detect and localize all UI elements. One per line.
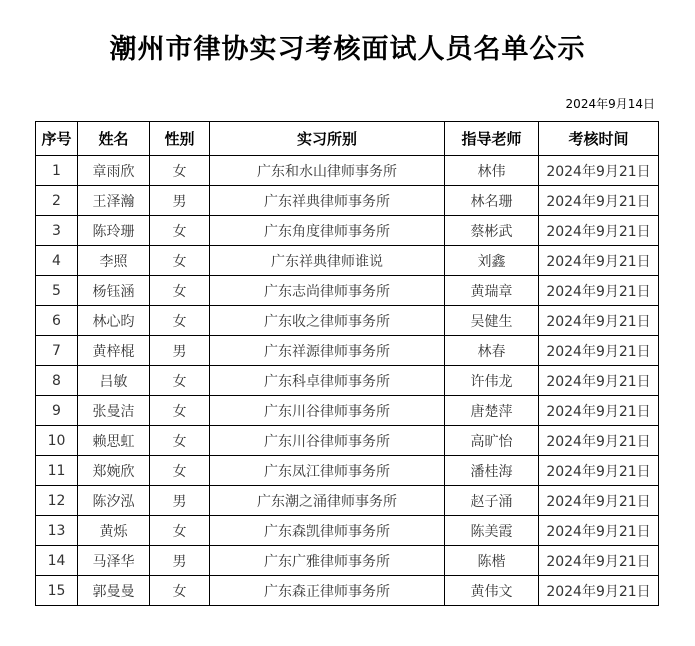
- cell-exam-time: 2024年9月21日: [539, 366, 659, 396]
- cell-tutor: 吴健生: [445, 306, 539, 336]
- cell-gender: 女: [150, 366, 210, 396]
- cell-serial-number: 3: [36, 216, 78, 246]
- cell-exam-time: 2024年9月21日: [539, 516, 659, 546]
- cell-gender: 女: [150, 216, 210, 246]
- table-row: [36, 366, 659, 396]
- cell-serial-number: 2: [36, 186, 78, 216]
- cell-serial-number: 9: [36, 396, 78, 426]
- cell-gender: 男: [150, 486, 210, 516]
- cell-law-firm: 广东森正律师事务所: [210, 576, 445, 606]
- cell-tutor: 许伟龙: [445, 366, 539, 396]
- cell-tutor: 黄伟文: [445, 576, 539, 606]
- cell-exam-time: 2024年9月21日: [539, 336, 659, 366]
- header-name: 姓名: [78, 122, 150, 156]
- cell-exam-time: 2024年9月21日: [539, 246, 659, 276]
- header-tutor: 指导老师: [445, 122, 539, 156]
- cell-name: 郭曼曼: [78, 576, 150, 606]
- table-row: [36, 456, 659, 486]
- roster-table: [35, 121, 659, 606]
- cell-name: 杨钰涵: [78, 276, 150, 306]
- cell-serial-number: 15: [36, 576, 78, 606]
- cell-serial-number: 5: [36, 276, 78, 306]
- cell-name: 赖思虹: [78, 426, 150, 456]
- cell-name: 李照: [78, 246, 150, 276]
- publish-date: 2024年9月14日: [565, 97, 655, 111]
- cell-law-firm: 广东森凯律师事务所: [210, 516, 445, 546]
- cell-serial-number: 6: [36, 306, 78, 336]
- table-row: [36, 546, 659, 576]
- cell-name: 马泽华: [78, 546, 150, 576]
- cell-name: 陈玲珊: [78, 216, 150, 246]
- cell-exam-time: 2024年9月21日: [539, 576, 659, 606]
- cell-law-firm: 广东广雅律师事务所: [210, 546, 445, 576]
- cell-law-firm: 广东潮之涌律师事务所: [210, 486, 445, 516]
- cell-law-firm: 广东凤江律师事务所: [210, 456, 445, 486]
- table-row: [36, 276, 659, 306]
- cell-serial-number: 12: [36, 486, 78, 516]
- cell-gender: 女: [150, 426, 210, 456]
- cell-tutor: 潘桂海: [445, 456, 539, 486]
- cell-tutor: 唐楚萍: [445, 396, 539, 426]
- cell-exam-time: 2024年9月21日: [539, 216, 659, 246]
- cell-name: 吕敏: [78, 366, 150, 396]
- cell-gender: 女: [150, 306, 210, 336]
- cell-serial-number: 13: [36, 516, 78, 546]
- cell-exam-time: 2024年9月21日: [539, 456, 659, 486]
- cell-law-firm: 广东祥典律师谁说: [210, 246, 445, 276]
- cell-gender: 女: [150, 516, 210, 546]
- cell-tutor: 陈美霞: [445, 516, 539, 546]
- cell-serial-number: 8: [36, 366, 78, 396]
- cell-name: 黄烁: [78, 516, 150, 546]
- cell-law-firm: 广东收之律师事务所: [210, 306, 445, 336]
- cell-tutor: 林伟: [445, 156, 539, 186]
- table-header-row: [36, 122, 659, 156]
- header-law-firm: 实习所别: [210, 122, 445, 156]
- table-row: [36, 516, 659, 546]
- cell-tutor: 黄瑞章: [445, 276, 539, 306]
- cell-tutor: 赵子涌: [445, 486, 539, 516]
- cell-name: 陈汐泓: [78, 486, 150, 516]
- cell-serial-number: 14: [36, 546, 78, 576]
- table-row: [36, 336, 659, 366]
- header-serial-number: 序号: [36, 122, 78, 156]
- table-row: [36, 396, 659, 426]
- cell-law-firm: 广东志尚律师事务所: [210, 276, 445, 306]
- cell-law-firm: 广东祥典律师事务所: [210, 186, 445, 216]
- cell-exam-time: 2024年9月21日: [539, 426, 659, 456]
- cell-exam-time: 2024年9月21日: [539, 186, 659, 216]
- table-row: [36, 186, 659, 216]
- table-row: [36, 246, 659, 276]
- cell-name: 黄梓棍: [78, 336, 150, 366]
- cell-law-firm: 广东祥源律师事务所: [210, 336, 445, 366]
- cell-name: 王泽瀚: [78, 186, 150, 216]
- cell-law-firm: 广东和水山律师事务所: [210, 156, 445, 186]
- table-row: [36, 306, 659, 336]
- table-row: [36, 486, 659, 516]
- cell-law-firm: 广东川谷律师事务所: [210, 396, 445, 426]
- header-exam-time: 考核时间: [539, 122, 659, 156]
- cell-gender: 女: [150, 576, 210, 606]
- cell-tutor: 陈楷: [445, 546, 539, 576]
- cell-serial-number: 7: [36, 336, 78, 366]
- cell-tutor: 蔡彬武: [445, 216, 539, 246]
- cell-tutor: 刘鑫: [445, 246, 539, 276]
- table-row: [36, 426, 659, 456]
- cell-exam-time: 2024年9月21日: [539, 156, 659, 186]
- cell-exam-time: 2024年9月21日: [539, 486, 659, 516]
- cell-exam-time: 2024年9月21日: [539, 546, 659, 576]
- cell-serial-number: 10: [36, 426, 78, 456]
- cell-gender: 男: [150, 336, 210, 366]
- cell-law-firm: 广东角度律师事务所: [210, 216, 445, 246]
- cell-serial-number: 4: [36, 246, 78, 276]
- cell-law-firm: 广东科卓律师事务所: [210, 366, 445, 396]
- cell-name: 郑婉欣: [78, 456, 150, 486]
- cell-gender: 女: [150, 276, 210, 306]
- cell-name: 张曼洁: [78, 396, 150, 426]
- cell-name: 林心昀: [78, 306, 150, 336]
- header-gender: 性别: [150, 122, 210, 156]
- cell-name: 章雨欣: [78, 156, 150, 186]
- table-row: [36, 216, 659, 246]
- table-body: [36, 156, 659, 606]
- table-row: [36, 156, 659, 186]
- cell-law-firm: 广东川谷律师事务所: [210, 426, 445, 456]
- cell-gender: 男: [150, 186, 210, 216]
- cell-exam-time: 2024年9月21日: [539, 276, 659, 306]
- cell-tutor: 林名珊: [445, 186, 539, 216]
- cell-gender: 女: [150, 156, 210, 186]
- cell-gender: 女: [150, 246, 210, 276]
- cell-tutor: 林春: [445, 336, 539, 366]
- cell-gender: 女: [150, 456, 210, 486]
- cell-exam-time: 2024年9月21日: [539, 306, 659, 336]
- page-title: 潮州市律协实习考核面试人员名单公示: [109, 34, 586, 65]
- cell-serial-number: 1: [36, 156, 78, 186]
- cell-serial-number: 11: [36, 456, 78, 486]
- cell-gender: 男: [150, 546, 210, 576]
- cell-tutor: 高旷怡: [445, 426, 539, 456]
- cell-exam-time: 2024年9月21日: [539, 396, 659, 426]
- table-row: [36, 576, 659, 606]
- cell-gender: 女: [150, 396, 210, 426]
